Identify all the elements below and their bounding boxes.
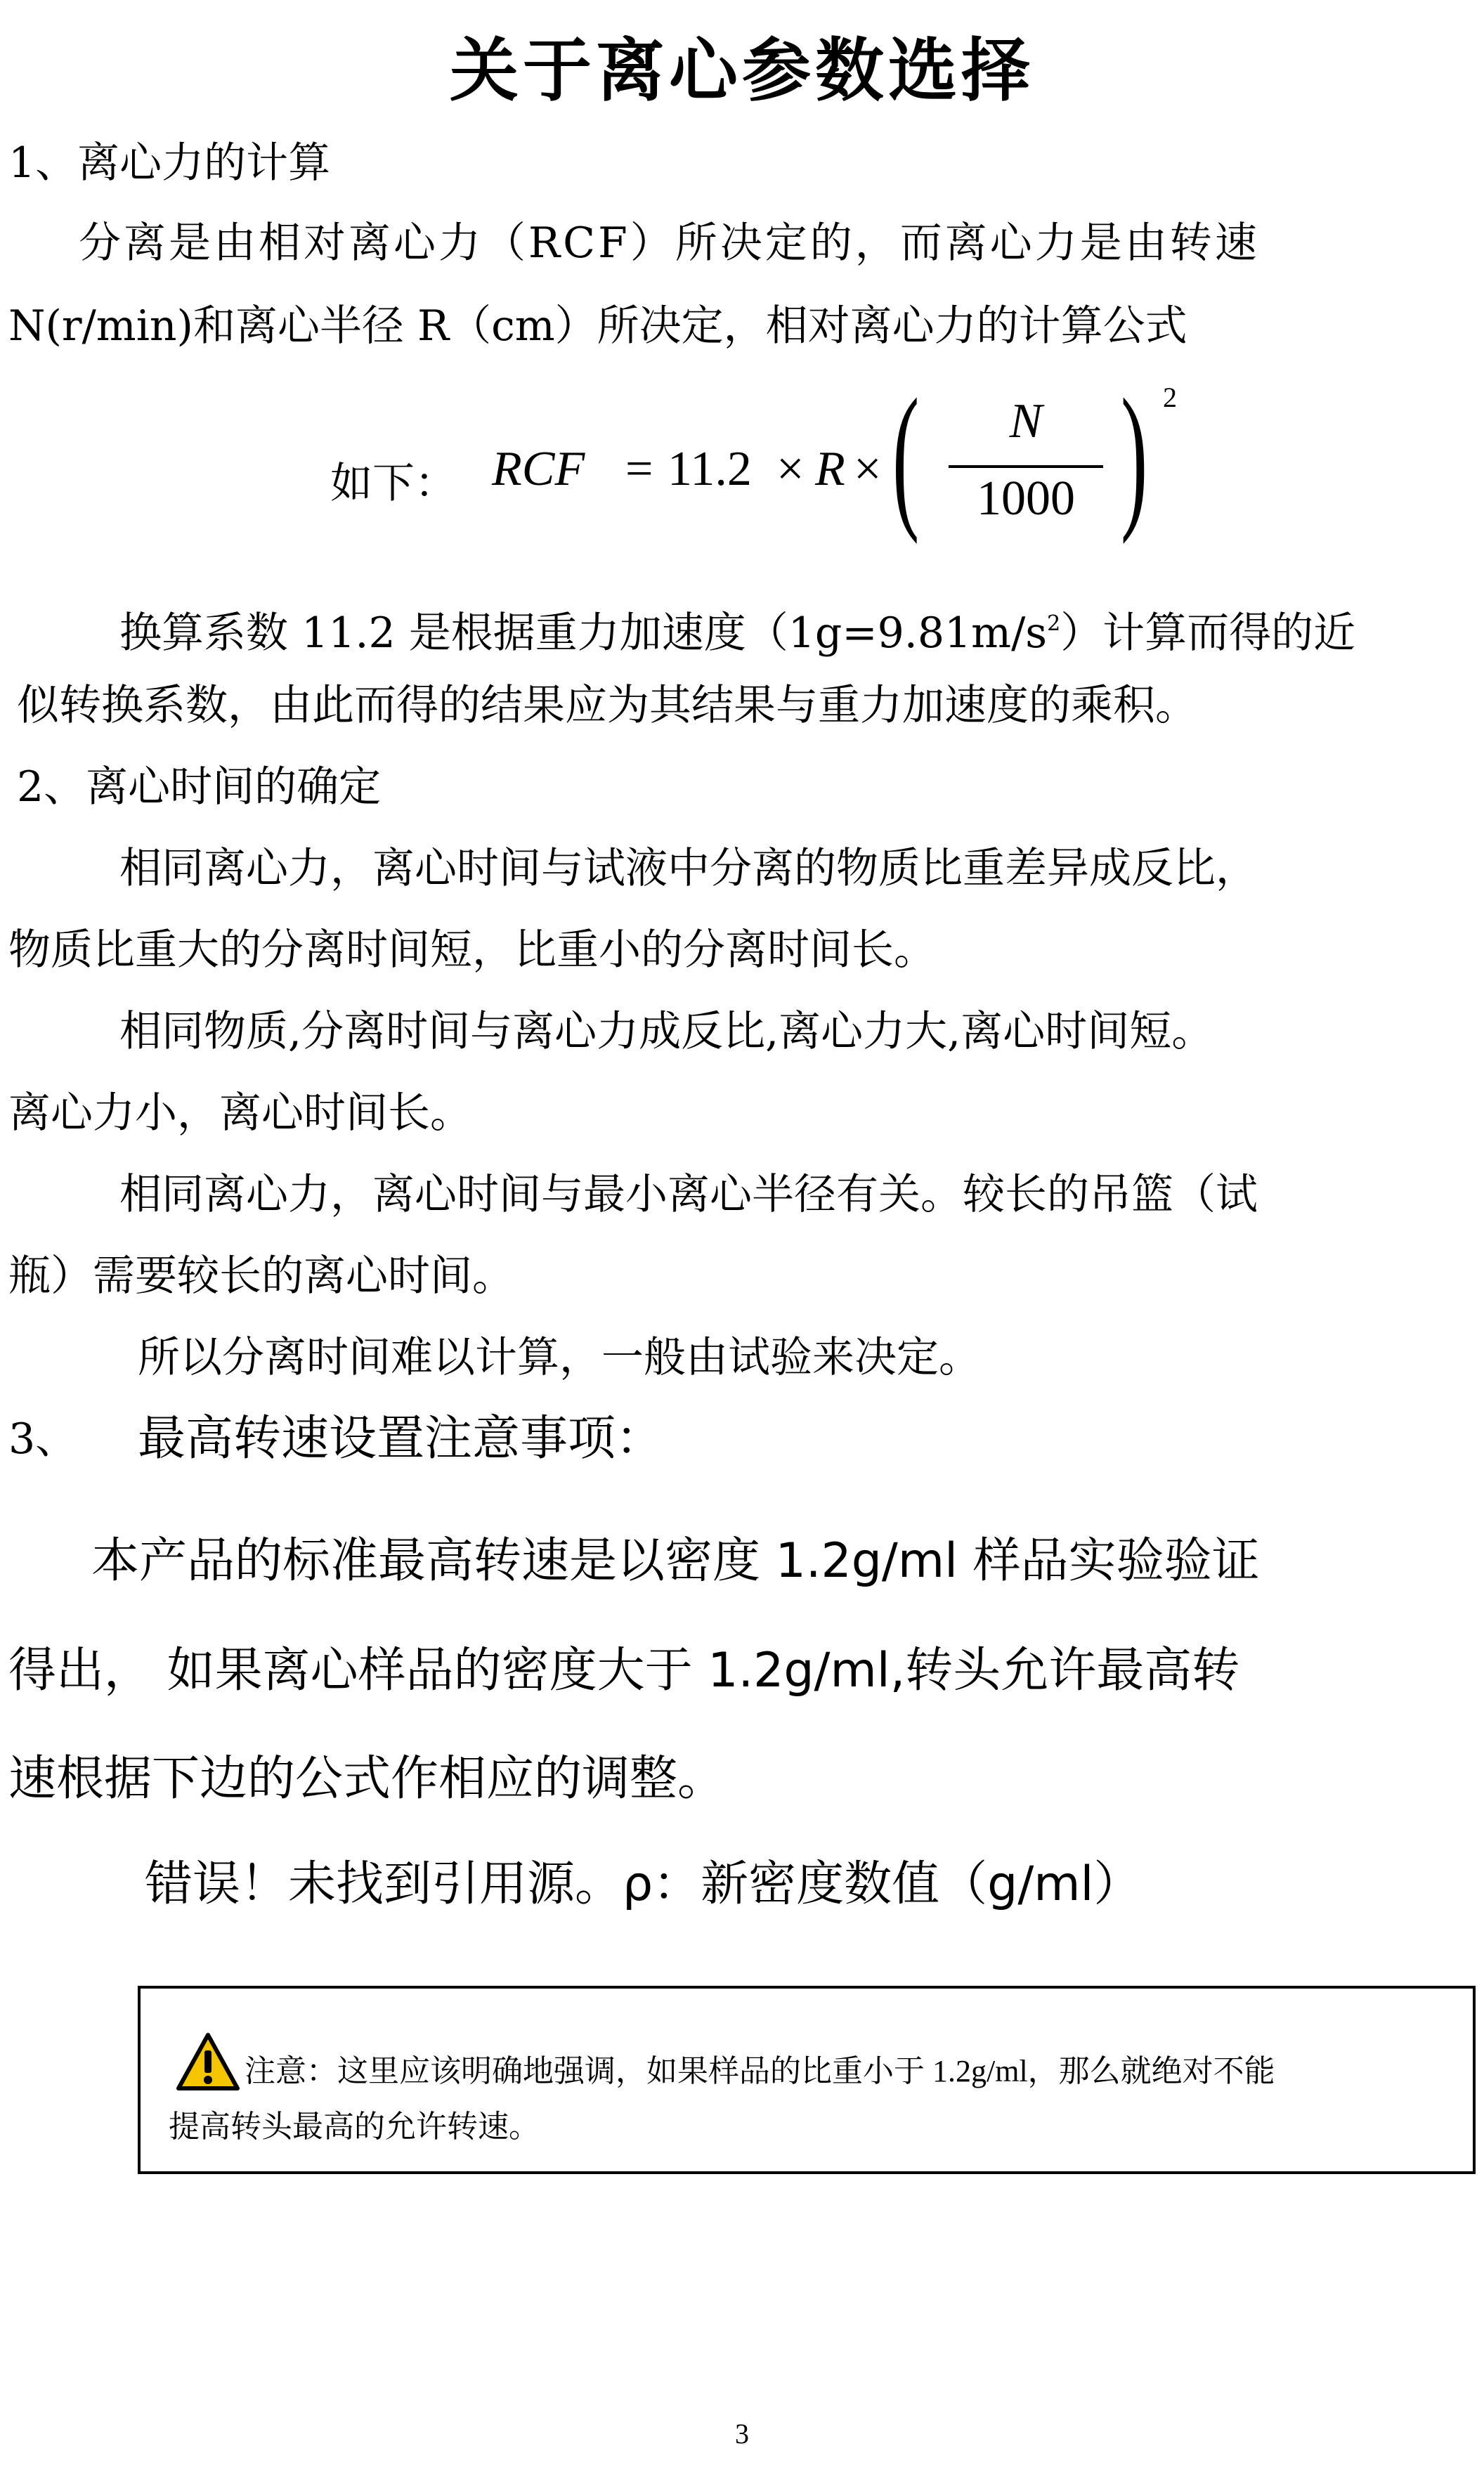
section-3-paragraph-1-line-3: 速根据下边的公式作相应的调整。 (8, 1751, 726, 1807)
formula-equals: = (625, 442, 653, 496)
conversion-text-after: ）计算而得的近 (1060, 609, 1356, 658)
section-2-paragraph-1-line-2: 物质比重大的分离时间短，比重小的分离时间长。 (8, 925, 936, 975)
section-2-paragraph-4-line-1: 所以分离时间难以计算，一般由试验来决定。 (138, 1333, 981, 1382)
section-2-paragraph-1-line-1: 相同离心力，离心时间与试液中分离的物质比重差异成反比， (119, 844, 1258, 893)
section-3-paragraph-1-line-1: 本产品的标准最高转速是以密度 1.2g/ml 样品实验验证 (91, 1533, 1260, 1589)
section-2-paragraph-2-line-1: 相同物质,分离时间与离心力成反比,离心力大,离心时间短。 (119, 1007, 1214, 1056)
note-text-line-2: 提高转头最高的允许转速。 (169, 2109, 540, 2144)
section-1-paragraph-1-line-1: 分离是由相对离心力（RCF）所决定的，而离心力是由转速 (79, 219, 1260, 268)
page-number: 3 (735, 2418, 749, 2450)
formula-radius: R (815, 442, 845, 496)
section-3-paragraph-2-line-1: 错误！未找到引用源。ρ：新密度数值（g/ml） (145, 1856, 1142, 1912)
note-text-line-1: 注意：这里应该明确地强调，如果样品的比重小于 1.2g/ml，那么就绝对不能 (245, 2054, 1275, 2088)
section-1-paragraph-1-line-2: N(r/min)和离心半径 R（cm）所决定，相对离心力的计算公式 (8, 301, 1187, 351)
warning-icon (176, 2032, 240, 2099)
formula-exponent: 2 (1163, 382, 1177, 413)
section-2-paragraph-3-line-2: 瓶）需要较长的离心时间。 (8, 1251, 514, 1301)
formula-denominator: 1000 (977, 471, 1075, 526)
formula-numerator: N (1009, 394, 1043, 448)
section-2-heading: 2、离心时间的确定 (17, 762, 382, 812)
superscript-2: 2 (1047, 611, 1061, 636)
section-2-paragraph-3-line-1: 相同离心力，离心时间与最小离心半径有关。较长的吊篮（试 (119, 1170, 1258, 1219)
rcf-formula (330, 365, 1177, 548)
formula-rcf: RCF (492, 442, 585, 496)
formula-times-1: × (776, 442, 805, 496)
section-3-heading: 最高转速设置注意事项： (138, 1411, 664, 1466)
formula-paren-left: ( (892, 365, 920, 545)
formula-times-2: × (854, 442, 882, 496)
formula-fraction-bar (949, 465, 1103, 468)
formula-coefficient: 11.2 (668, 442, 752, 496)
section-1-paragraph-2-line-2: 似转换系数，由此而得的结果应为其结果与重力加速度的乘积。 (17, 681, 1197, 730)
section-3-heading-number: 3、 (8, 1414, 78, 1464)
formula-prefix: 如下： (330, 459, 457, 508)
section-1-heading: 1、离心力的计算 (8, 138, 331, 188)
warning-note-box (138, 1986, 1476, 2174)
section-1-paragraph-2-line-1 (119, 599, 1355, 658)
page-title: 关于离心参数选择 (449, 31, 1034, 111)
section-2-paragraph-2-line-2: 离心力小，离心时间长。 (8, 1088, 472, 1138)
formula-paren-right: ) (1121, 365, 1148, 545)
note-line-1 (176, 2032, 1275, 2099)
section-3-paragraph-1-line-2: 得出， 如果离心样品的密度大于 1.2g/ml,转头允许最高转 (8, 1643, 1240, 1698)
conversion-text-before: 换算系数 11.2 是根据重力加速度（1g=9.81m/s (119, 609, 1048, 658)
